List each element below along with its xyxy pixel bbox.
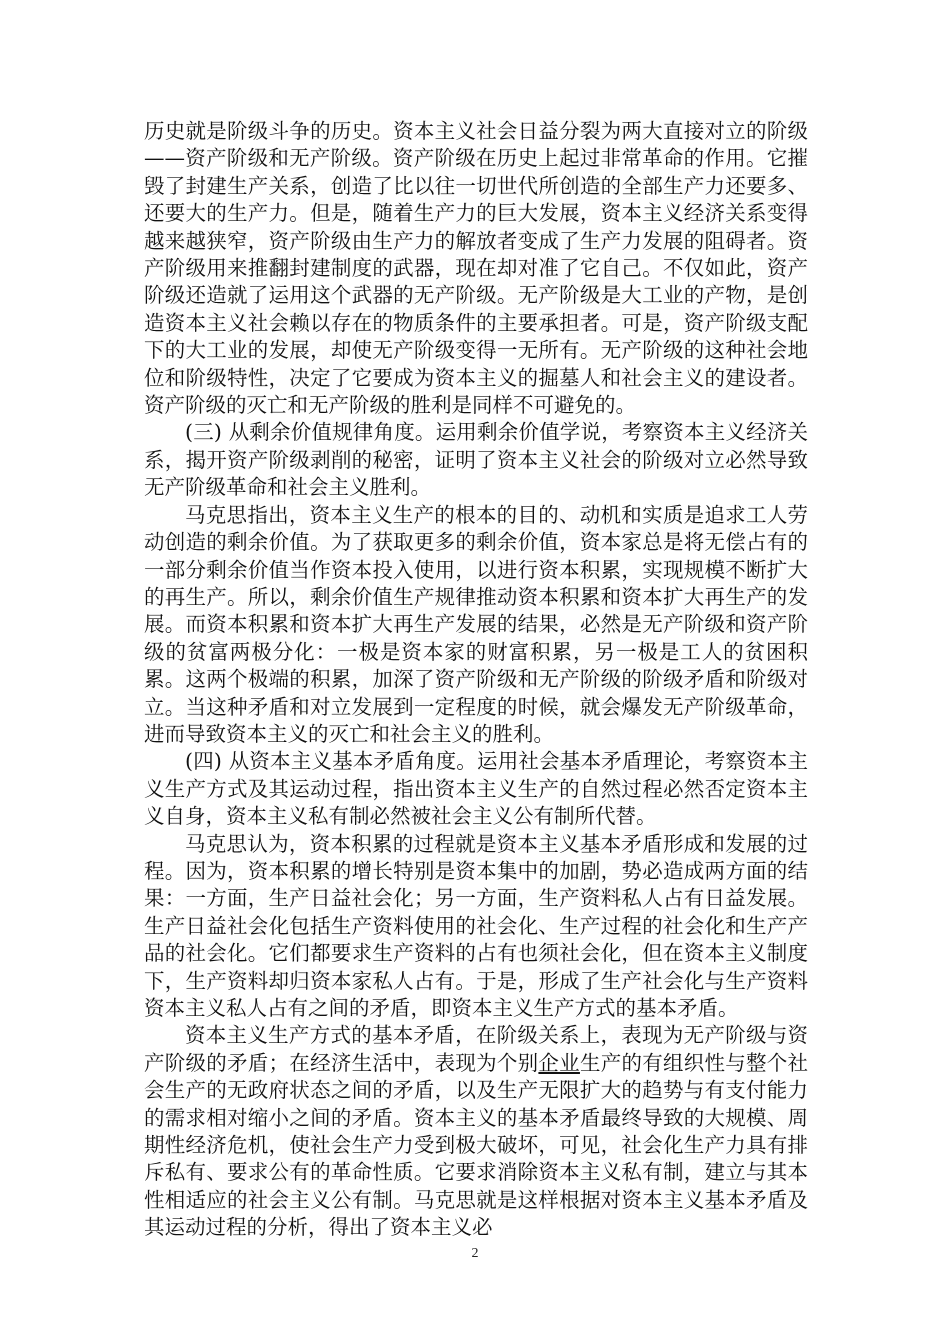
paragraph-text-before-link: 资本主义生产方式的基本矛盾，在阶级关系上，表现为无产阶级与资产阶级的矛盾；在经济生活中，表现为个别: [144, 1023, 808, 1075]
page-number: 2: [471, 1246, 479, 1261]
paragraph-text-after-link: 生产的有组织性与整个社会生产的无政府状态之间的矛盾，以及生产无限扩大的趋势与有支付能力的需求相对缩小之间的矛盾。资本主义的基本矛盾最终导致的大规模、周期性经济危机，使社会生产力受到极大破坏，可见，社会化生产力具有排斥私有、要求公有的革命性质。它要求消除资本主义私有制，建立与其本性相适应的社会主义公有制。马克思就是这样根据对资本主义基本矛盾及其运动过程的分析，得出了资本主义必: [144, 1050, 809, 1240]
paragraph-surplus-value-body: 马克思指出，资本主义生产的根本的目的、动机和实质是追求工人劳动创造的剩余价值。为了获取更多的剩余价值，资本家总是将无偿占有的一部分剩余价值当作资本投入使用，以进行资本积累，实现规模不断扩大的再生产。所以，剩余价值生产规律推动资本积累和资本扩大再生产的发展。而资本积累和资本扩大再生产发展的结果，必然是无产阶级和资产阶级的贫富两极分化：一极是资本家的财富积累，另一极是工人的贫困积累。这两个极端的积累，加深了资产阶级和无产阶级的阶级矛盾和阶级对立。当这种矛盾和对立发展到一定程度的时候，就会爆发无产阶级革命，进而导致资本主义的灭亡和社会主义的胜利。: [144, 502, 808, 746]
enterprise-link[interactable]: 企业: [538, 1050, 580, 1075]
paragraph-surplus-value-heading: (三) 从剩余价值规律角度。运用剩余价值学说，考察资本主义经济关系，揭开资产阶级剥削的秘密，证明了资本主义社会的阶级对立必然导致无产阶级革命和社会主义胜利。: [144, 420, 808, 500]
paragraph-basic-contradiction-body: [144, 1022, 808, 1241]
document-body: [144, 118, 808, 1242]
paragraph-capital-accumulation: 马克思认为，资本积累的过程就是资本主义基本矛盾形成和发展的过程。因为，资本积累的增长特别是资本集中的加剧，势必造成两方面的结果：一方面，生产日益社会化；另一方面，生产资料私人占有日益发展。生产日益社会化包括生产资料使用的社会化、生产过程的社会化和生产产品的社会化。它们都要求生产资料的占有也须社会化，但在资本主义制度下，生产资料却归资本家私人占有。于是，形成了生产社会化与生产资料资本主义私人占有之间的矛盾，即资本主义生产方式的基本矛盾。: [144, 831, 808, 1020]
paragraph-class-struggle: 历史就是阶级斗争的历史。资本主义社会日益分裂为两大直接对立的阶级——资产阶级和无产阶级。资产阶级在历史上起过非常革命的作用。它摧毁了封建生产关系，创造了比以往一切世代所创造的全部生产力还要多、还要大的生产力。但是，随着生产力的巨大发展，资本主义经济关系变得越来越狭窄，资产阶级由生产力的解放者变成了生产力发展的阻碍者。资产阶级用来推翻封建制度的武器，现在却对准了它自己。不仅如此，资产阶级还造就了运用这个武器的无产阶级。无产阶级是大工业的产物，是创造资本主义社会赖以存在的物质条件的主要承担者。可是，资产阶级支配下的大工业的发展，却使无产阶级变得一无所有。无产阶级的这种社会地位和阶级特性，决定了它要成为资本主义的掘墓人和社会主义的建设者。资产阶级的灭亡和无产阶级的胜利是同样不可避免的。: [144, 119, 808, 418]
paragraph-basic-contradiction-heading: (四) 从资本主义基本矛盾角度。运用社会基本矛盾理论，考察资本主义生产方式及其运动过程，指出资本主义生产的自然过程必然否定资本主义自身，资本主义私有制必然被社会主义公有制所代替。: [144, 749, 808, 829]
